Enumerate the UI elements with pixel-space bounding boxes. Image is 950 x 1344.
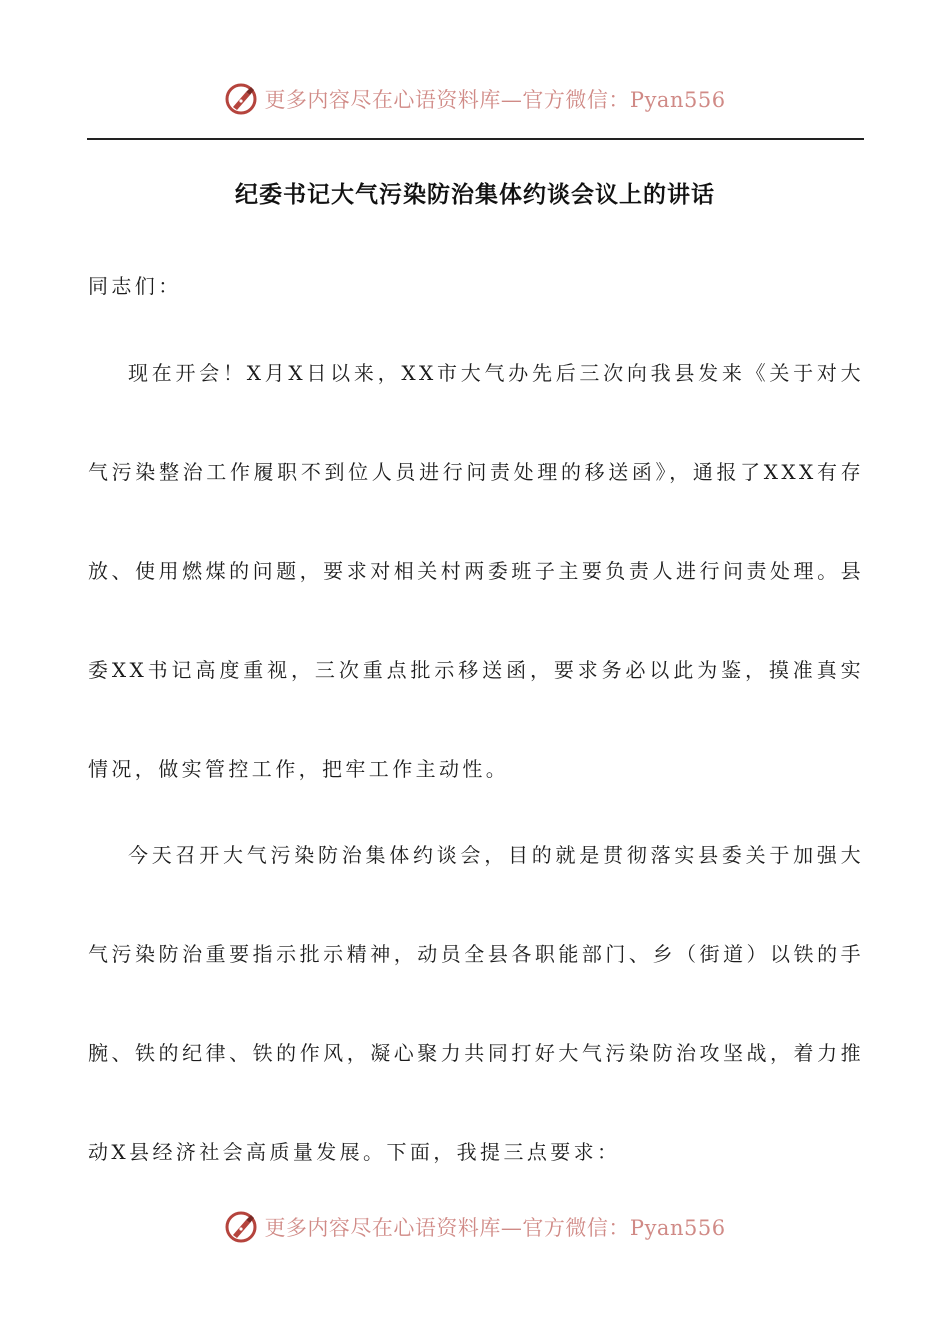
header-banner-text: 更多内容尽在心语资料库—官方微信：Pyan556 <box>264 88 726 112</box>
document-title: 纪委书记大气污染防治集体约谈会议上的讲话 <box>235 182 715 208</box>
paragraph-2: 今天召开大气污染防治集体约谈会，目的就是贯彻落实县委关于加强大气污染防治重要指示批示精神，动员全县各职能部门、乡（街道）以铁的手腕、铁的纪律、铁的作风，凝心聚力共同打好大气污染防治攻坚战，着力推动X县经济社会高质量发展。下面，我提三点要求： <box>88 843 864 1164</box>
paragraph-1: 现在开会！X月X日以来，XX市大气办先后三次向我县发来《关于对大气污染整治工作履职不到位人员进行问责处理的移送函》，通报了XXX有存放、使用燃煤的问题，要求对相关村两委班子主要负责人进行问责处理。县委XX书记高度重视，三次重点批示移送函，要求务必以此为鉴，摸准真实情况，做实管控工作，把牢工作主动性。 <box>88 361 864 781</box>
header-divider <box>87 138 864 140</box>
header-banner <box>0 82 950 116</box>
pen-nib-logo-icon <box>224 1210 258 1244</box>
footer-banner <box>0 1210 950 1244</box>
document-body <box>88 262 864 1202</box>
footer-banner-text: 更多内容尽在心语资料库—官方微信：Pyan556 <box>264 1216 726 1240</box>
pen-nib-logo-icon <box>224 82 258 116</box>
salutation: 同志们： <box>88 274 182 298</box>
